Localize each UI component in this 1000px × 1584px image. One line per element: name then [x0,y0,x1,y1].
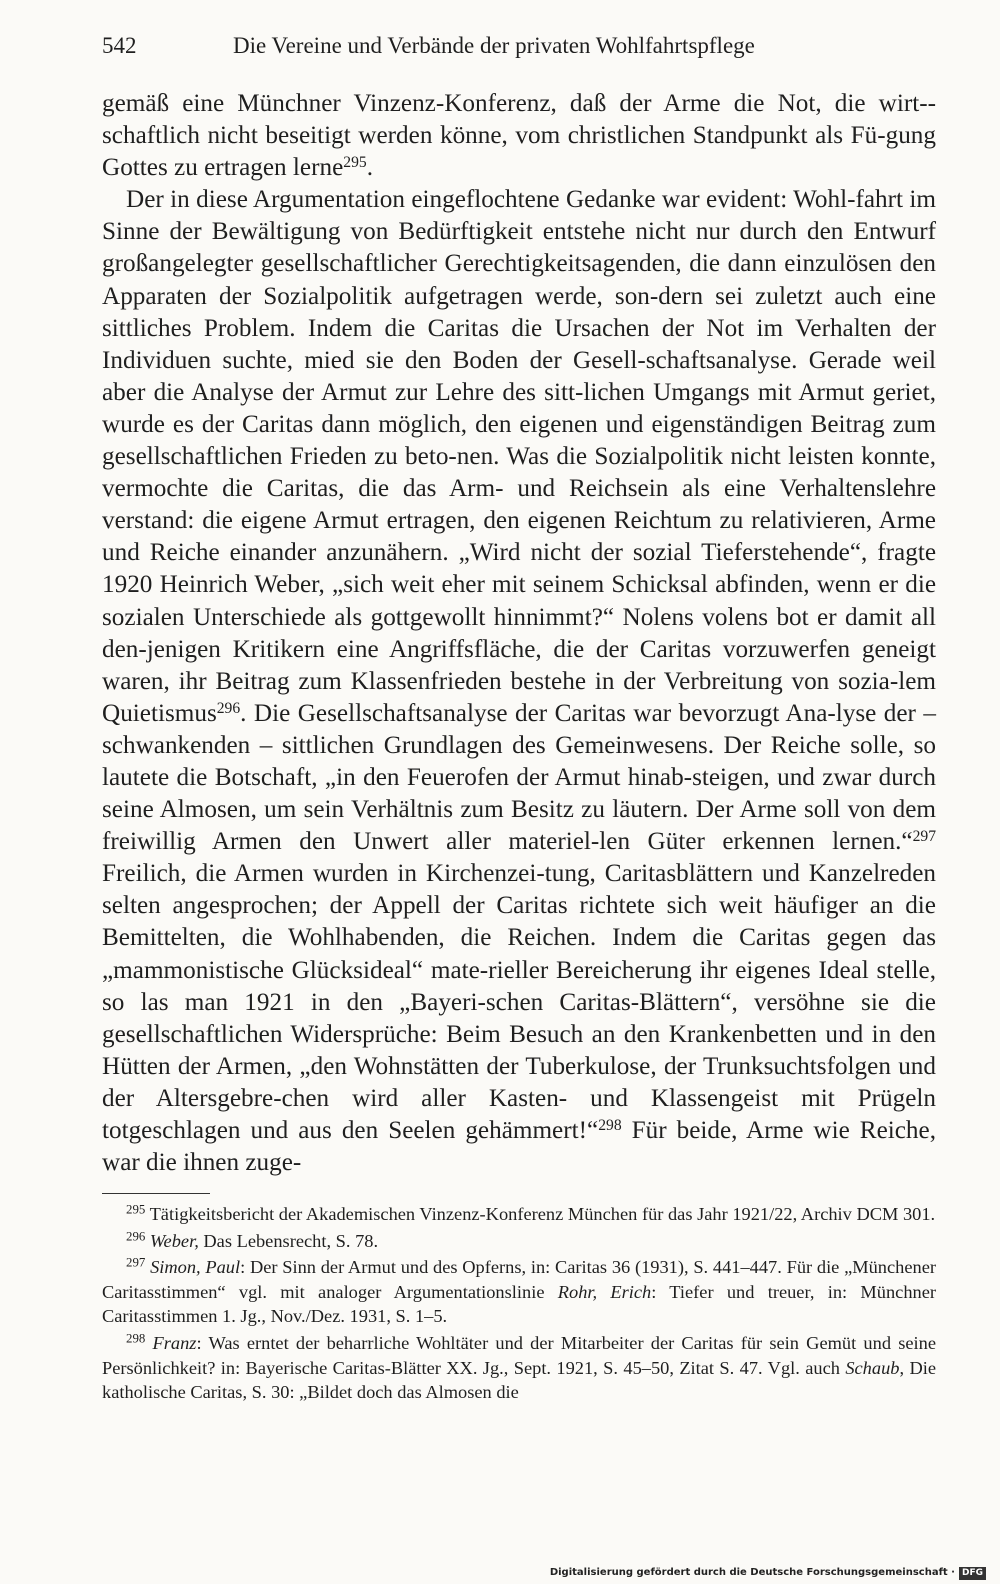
author-name: Rohr, Erich [557,1281,652,1302]
running-head: Die Vereine und Verbände der privaten Wohlfahrtspflege [233,33,755,58]
footnote-295: $^{295}$ Tätigkeitsbericht der Akademischen Vinzenz-Konferenz München für das Jahr 1921/22, Archiv DCM 301. [126,1202,936,1224]
page-header [102,28,936,64]
footnote-298: $^{298}$ Franz: Was erntet der beharrliche Wohltäter und der Mitarbeiter der Caritas für sein Gemüt und seine Persönlichkeit? in: Bayerische Caritas-Blätter XX. Jg., Sept. 1921, S. 45–50, Zitat S. 47. Vgl. auch Schaub, Die katholische Caritas, S. 30: „Bildet doch das Almosen die [102,1331,936,1403]
footnote-ref-298[interactable]: 298 [598,1117,622,1135]
page-number: 542 [102,33,137,58]
credit-text: Digitalisierung gefördert durch die Deutsche Forschungsgemeinschaft · [549,1567,955,1578]
footnote-number: 295 [126,1202,146,1217]
footnote-number: 298 [126,1331,146,1346]
footnotes [102,1202,936,1407]
digitization-credit [550,1566,986,1580]
footnote-297: $^{297}$ Simon, Paul: Der Sinn der Armut und des Opferns, in: Caritas 36 (1931), S. 441–447. Für die „Münchener Caritasstimmen“ vgl. mit analoger Argumentationslinie Rohr, Erich: Tiefer und treuer, in: Münchner Caritasstimmen 1. Jg., Nov./Dez. 1931, S. 1–5. [102,1255,937,1327]
paragraph-1: gemäß eine Münchner Vinzenz-Konferenz, daß der Arme die Not, die wirt-schaftlich nicht beseitigt werden könne, vom christlichen Standpunkt als Fü-gung Gottes zu ertragen lerne$^{295}$. [102,90,936,182]
footnote-ref-295[interactable]: 295 [343,154,367,172]
body-text [102,88,936,1179]
footnote-divider [102,1193,210,1194]
author-name: Schaub [845,1357,900,1378]
paragraph-2: Der in diese Argumentation eingeflochtene Gedanke war evident: Wohl-fahrt im Sinne der Bewältigung von Bedürftigkeit entstehe nicht nur durch den Entwurf großangelegter gesellschaftlicher Gerechtigkeitsagenden, die dann einzulösen den Apparaten der Sozialpolitik aufgetragen werde, son-dern sei zuletzt auch eine sittliches Problem. Indem die Caritas die Ursachen der Not im Verhalten der Individuen suchte, mied sie den Boden der Gesell-schaftsanalyse. Gerade weil aber die Analyse der Armut zur Lehre des sitt-lichen Umgangs mit Armut geriet, wurde es der Caritas dann möglich, den eigenen und eigenständigen Beitrag zum gesellschaftlichen Frieden zu beto-nen. Was die Sozialpolitik nicht leisten konnte, vermochte die Caritas, die das Arm- und Reichsein als eine Verhaltenslehre verstand: die eigene Armut ertragen, den eigenen Reichtum zu relativieren, Arme und Reiche einander anzunähern. „Wird nicht der sozial Tieferstehende“, fragte 1920 Heinrich Weber, „sich weit eher mit seinem Schicksal abfinden, wenn er die sozialen Unterschiede als gottgewollt hinnimmt?“ Nolens volens bot er damit all den-jenigen Kritikern eine Angriffsfläche, die der Caritas vorzuwerfen geneigt waren, ihr Beitrag zum Klassenfrieden bestehe in der Verbreitung von sozia-lem Quietismus$^{296}$. Die Gesellschaftsanalyse der Caritas war bevorzugt Ana-lyse der – schwankenden – sittlichen Grundlagen des Gemeinwesens. Der Reiche solle, so lautete die Botschaft, „in den Feuerofen der Armut hinab-steigen, und zwar durch seine Almosen, um sein Verhältnis zum Besitz zu läutern. Der Arme soll von dem freiwillig Armen den Unwert aller materiel-len Güter erkennen lernen.“$^{297}$ Freilich, die Armen wurden in Kirchenzei-tung, Caritasblättern und Kanzelreden selten angesprochen; der Appell der Caritas richtete sich weit häufiger an die Bemittelten, die Wohlhabenden, die Reichen. Indem die Caritas gegen das „mammonistische Glücksideal“ mate-rieller Bereicherung ihr eigenes Ideal stelle, so las man 1921 in den „Bayeri-schen Caritas-Blättern“, versöhne sie die gesellschaftlichen Widersprüche: Beim Besuch an den Krankenbetten und in den Hütten der Armen, „den Wohnstätten der Tuberkulose, der Trunksuchtsfolgen und der Altersgebre-chen wird aller Kasten- und Klassengeist mit Prügeln totgeschlagen und aus den Seelen gehämmert!“$^{298}$ Für beide, Arme wie Reiche, war die ihnen zuge- [102,186,936,1177]
author-name: Weber, [149,1230,199,1251]
footnote-ref-296[interactable]: 296 [216,699,241,717]
footnote-number: 297 [126,1255,146,1270]
dfg-logo-icon: DFG [959,1567,986,1580]
footnote-number: 296 [126,1229,146,1244]
author-name: Simon, Paul [150,1257,241,1278]
author-name: Franz [152,1332,197,1353]
footnote-ref-297[interactable]: 297 [912,828,936,846]
footnote-296: $^{296}$ Weber, Das Lebensrecht, S. 78. [126,1229,379,1251]
